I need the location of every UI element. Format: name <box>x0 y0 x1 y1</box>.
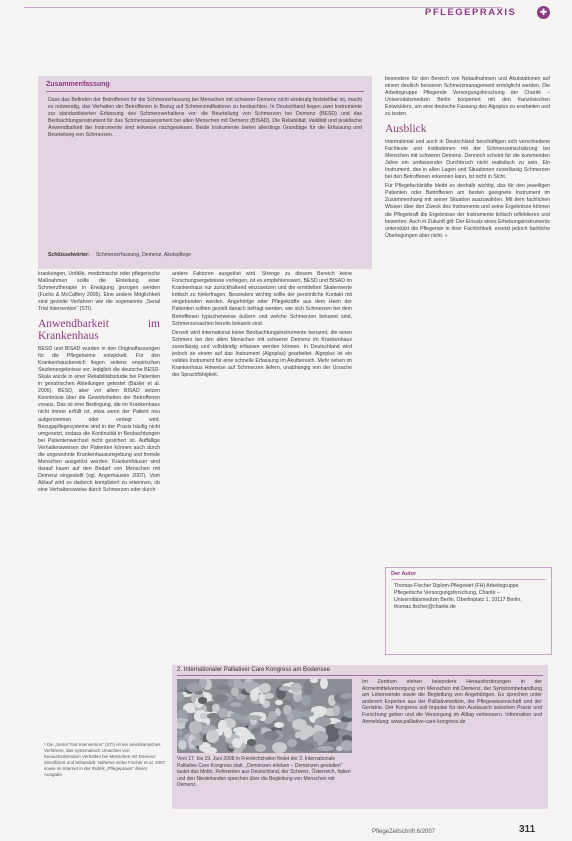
page-number: 311 <box>519 824 536 835</box>
paragraph: krankungen, Unfälle, medizinische oder pflegerische Maßnahmen sollte die Einleitung einer Schmerztherapie in Erwägung gezogen werden (Fuchs & McCaffery 2005). Eine andere Möglichkeit sind gezielte Verfahren wie die sogenannte „Serial Trial Intervention“ (STI). <box>38 271 160 313</box>
info-box <box>172 665 548 809</box>
footnote: ¹ Die „Serial Trial Intervention“ (STI) ist ein amerikanisches Verfahren, das systematisch Ursachen von herausforderndem Verhalten bei Menschen mit Demenz identifiziert und behandelt. Näheres siehe Fischer et al. 2007 sowie im Internet in der Rubrik „Pflegepraxis“ dieser Ausgabe. <box>44 742 166 777</box>
column-right <box>385 76 550 242</box>
keywords-value: Schmerzerfassung, Demenz, Akutspflege <box>95 252 191 258</box>
info-box-text: Im Zentrum stehen besondere Herausforderungen in der Arzneimittelversorgung von Menschen mit Demenz, der Symptombehandlung am Lebensende sowie die Begleitung von Angehörigen. Es sprechen unter anderem Experten aus der Palliativmedizin, der Pflegewissenschaft und der Geriatrie. Der Kongress soll Impulse für den Austausch zwischen Praxis und Forschung geben und die Versorgung im Alltag verbessern. Information und Anmeldung: www.palliative-care-kongress.de <box>362 679 542 725</box>
section-heading: Anwendbarkeit im Krankenhaus <box>38 317 160 342</box>
keywords <box>48 252 362 258</box>
summary-title: Zusammenfassung <box>46 81 110 88</box>
pebbles-photo <box>177 679 352 753</box>
paragraph: Für Pflegefachkräfte bleibt es deshalb wichtig, das für den jeweiligen Patienten oder Betroffenen am besten geeignete Instrument im Zusammenhang mit seiner Situation auszuwählen. Mit dem fachlichen Wissen über den Zweck des Instruments und seine Ergebnisse können die Pflegekraft die Ergebnisse der Instrumente kritisch reflektieren und bewerten. Auch in Zukunft gilt: Der Einsatz eines Erhebungsinstruments unterstützt die Pflegende in ihrer Fachlichkeit, ersetzt jedoch fachliche Überlegungen aber nicht. « <box>385 183 550 239</box>
journal-footer: PflegeZeitschrift 6/2007 <box>372 829 436 835</box>
section-heading: Ausblick <box>385 122 427 135</box>
photo-caption: Vom 17. bis 19. Juni 2008 in Friedrichshafen findet der 2. Internationale Palliative Care Kongress statt. „Demenzen erleben – Demenzen gestalten“ lautet das Motto. Referenten aus Deutschland, der Schweiz, Österreich, Italien und den Niederlanden sprechen über die Begleitung von Menschen mit Demenz. <box>177 756 351 789</box>
section-tag: PFLEGEPRAXIS <box>425 7 517 18</box>
paragraph: Derzeit wird international keine Beobachtungsinstrumente benannt, die einen Schmerz bei den alten Menschen mit schwerer Demenz im Krankenhaus zuverlässig und vollständig erfassen werden können. In Deutschland wird jedoch an einem auf das Instrument (Algoplus) gearbeitet. Algoplus ist ein valides Instrument für eine schnelle Erfassung im Akutbereich. Mehr sehen im Krankenhaus Hinweise auf Schmerzen liefern, unabhängig von der Ursache der Sprachfähigkeit. <box>172 329 352 379</box>
paragraph: International und auch in Deutschland beschäftigen sich verschiedene Fachleute und Institutionen mit der Schmerzeinschätzung bei Menschen mit schwerer Demenz. Dennoch scheint für die kommenden Jahre ein umfassender Durchbruch nicht realistisch zu sein. Ein Instrument, das in allen Lagen und Situationen zuverlässig Schmerzen bei den Betroffenen erkennen kann, ist nicht in Sicht. <box>385 138 550 181</box>
column-left <box>38 271 160 497</box>
summary-text: Dass das Befinden der Betroffenen für die Schmerzerfassung bei Menschen mit schwerer Demenz nicht eindeutig feststellbar ist, macht es notwendig, das Verhalten der Betroffenen in Bezug auf Schmerzindikatoren zu beobachten. In Deutschland liegen zwei Instrumente zur standardisierten Erfassung des Schmerzverhaltens vor: die Beurteilung von Schmerzen bei Demenz (BESD) und das Beobachtungsinstrument für das Schmerzassessment bei alten Menschen mit Demenz (BISAD). Die Reliabilität, Validität und praktische Anwendbarkeit der Instrumente sind teilweise nachgewiesen. Beide Instrumente bieten allerdings Grundlage für die Erfassung und Beurteilung von Schmerzen. <box>48 97 362 139</box>
summary-box <box>38 76 372 269</box>
paragraph: besondere für den Bereich von Notaufnahmen und Akutstationen auf einem deutlich besseren Schmerzmanagement ermöglicht werden. Die Arbeitsgruppe Pflegende Versorgungsforschung der Charité – Universitätsmedizin Berlin kooperiert mit den französischen Entwicklern, um eine deutsche Fassung des Algoplus zu erarbeiten und zu testen. <box>385 76 550 118</box>
summary-divider <box>46 91 364 92</box>
author-text: Thomas Fischer Diplom-Pflegewirt (FH) Arbeitsgruppe Pflegerische Versorgungsforschung, Charité – Universitätsmedizin Berlin, Oberlinplatz 1, 10117 Berlin, thomas.fischer@charite.de <box>394 583 522 610</box>
column-middle <box>172 271 352 381</box>
paragraph: BESD und BISAD wurden in den Originalfassungen für die Pflegeheime entwickelt. Für den Krankenhausbereich liegen seitens empirischen Studienergebnisse vor, lediglich die deutsche BESD-Skala wurde in einer Reliabilitätsstudie bei Patienten in geriatrischen Abteilungen getestet (Basler et al. 2006). BESD, aber vor allem BISAD setzen Kenntnisse über die Gewohnheiten der Betroffenen voraus. Das ist eine Bedingung, die im Krankenhaus nicht immer erfüllt ist, etwa wenn der Patient neu aufgenommen oder verlegt wird. Bezugspflegesysteme sind in der Praxis häufig nicht umgesetzt, sodass die Kontinuität in Beobachtungen bei Patientenwechsel nicht gesichert ist. Auffällige Verhaltensweisen der Patienten können auch durch die ungewohnte Krankenhausumgebung und fremde Menschen ausgelöst werden. Krankenhäuser sind darauf kaum auf den Bedarf von Menschen mit Demenz eingestellt (vgl. Angerhausen 2007). Vom Ablauf wird es dadurch kompliziert zu erkennen, ob eine Verhaltensweise durch Schmerzen oder durch <box>38 345 160 494</box>
keywords-label: Schlüsselwörter: <box>48 252 90 258</box>
paragraph: andere Faktoren ausgelöst wird. Strenge zu diesem Bereich keine Forschungsergebnisse vorliegen, ist es empfehlenswert, BESD und BISAD im Krankenhaus nur zurückhaltend einzusetzen und die ermittelten Skalenwerte kritisch zu hinterfragen. Besonders wichtig sollte der persönliche Kontakt mit eingebunden werden. Angehörige oder Pflegekräfte aus dem Heim der Patienten sollten gezielt danach befragt werden, wie sich Schmerzen bei dem Betroffenen typischerweise äußern und welche Schmerzen bekannt sind, Schmerzursachen bereits bekannt sind. <box>172 271 352 327</box>
cross-icon: ✚ <box>537 6 550 19</box>
info-box-title: 2. Internationaler Palliativer Care Kongress am Bodensee <box>177 667 331 673</box>
info-box-divider <box>177 675 543 676</box>
author-label: Der Autor <box>391 571 546 580</box>
author-box <box>385 567 552 655</box>
